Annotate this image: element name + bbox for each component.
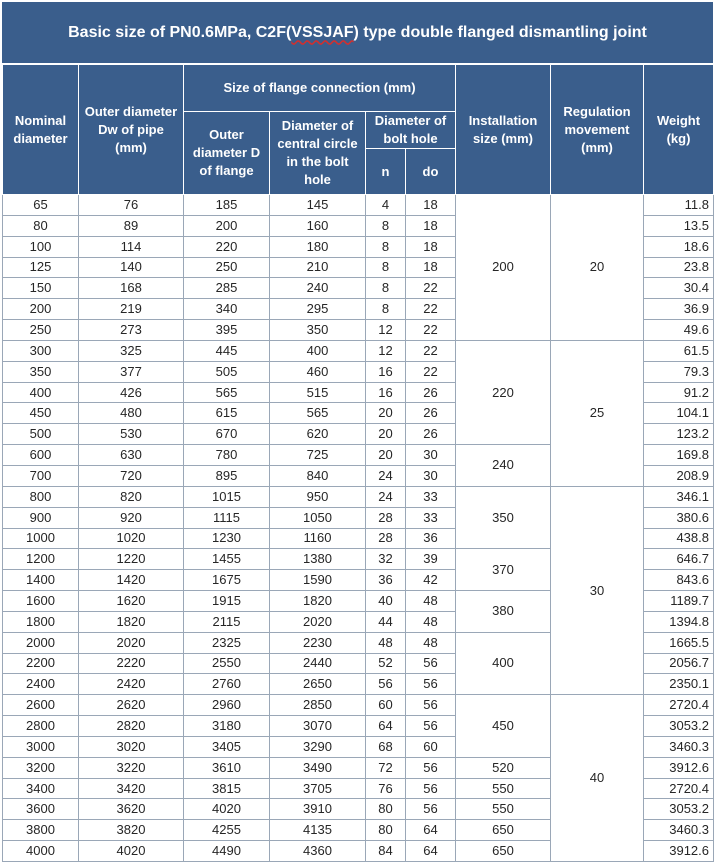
cell-flange-outer-diameter: 200 [184,215,270,236]
cell-installation-size: 380 [456,591,551,633]
cell-weight: 3053.2 [644,716,714,737]
cell-central-circle-diameter: 725 [270,445,366,466]
cell-bolt-count: 8 [366,236,406,257]
cell-nominal-diameter: 3800 [3,820,79,841]
cell-weight: 1394.8 [644,611,714,632]
cell-bolt-count: 44 [366,611,406,632]
cell-weight: 49.6 [644,320,714,341]
cell-nominal-diameter: 900 [3,507,79,528]
cell-nominal-diameter: 350 [3,361,79,382]
cell-bolt-count: 56 [366,674,406,695]
header-flange-outer-diameter: Outer diameter D of flange [184,112,270,195]
cell-bolt-hole-diameter: 22 [406,278,456,299]
cell-weight: 36.9 [644,299,714,320]
cell-outer-diameter-pipe: 89 [79,215,184,236]
cell-flange-outer-diameter: 4490 [184,841,270,862]
cell-central-circle-diameter: 160 [270,215,366,236]
cell-outer-diameter-pipe: 3220 [79,757,184,778]
cell-outer-diameter-pipe: 1820 [79,611,184,632]
cell-central-circle-diameter: 350 [270,320,366,341]
cell-bolt-count: 12 [366,320,406,341]
title-post: ) type double flanged dismantling joint [353,23,647,41]
cell-central-circle-diameter: 3290 [270,736,366,757]
cell-weight: 123.2 [644,424,714,445]
cell-outer-diameter-pipe: 820 [79,486,184,507]
cell-flange-outer-diameter: 4255 [184,820,270,841]
cell-outer-diameter-pipe: 1020 [79,528,184,549]
header-do: do [406,149,456,195]
cell-bolt-hole-diameter: 56 [406,653,456,674]
cell-nominal-diameter: 3400 [3,778,79,799]
cell-bolt-hole-diameter: 48 [406,591,456,612]
cell-bolt-count: 64 [366,716,406,737]
cell-central-circle-diameter: 180 [270,236,366,257]
cell-bolt-hole-diameter: 64 [406,820,456,841]
cell-weight: 1189.7 [644,591,714,612]
cell-outer-diameter-pipe: 4020 [79,841,184,862]
cell-installation-size: 350 [456,486,551,549]
cell-weight: 61.5 [644,340,714,361]
cell-nominal-diameter: 65 [3,195,79,216]
cell-outer-diameter-pipe: 426 [79,382,184,403]
cell-flange-outer-diameter: 2115 [184,611,270,632]
cell-flange-outer-diameter: 4020 [184,799,270,820]
cell-bolt-hole-diameter: 48 [406,632,456,653]
cell-central-circle-diameter: 295 [270,299,366,320]
cell-flange-outer-diameter: 895 [184,465,270,486]
cell-central-circle-diameter: 1590 [270,570,366,591]
cell-bolt-hole-diameter: 56 [406,716,456,737]
cell-bolt-count: 16 [366,382,406,403]
cell-bolt-hole-diameter: 60 [406,736,456,757]
cell-bolt-count: 68 [366,736,406,757]
cell-bolt-count: 12 [366,340,406,361]
cell-bolt-count: 84 [366,841,406,862]
cell-central-circle-diameter: 2440 [270,653,366,674]
cell-nominal-diameter: 800 [3,486,79,507]
cell-bolt-hole-diameter: 26 [406,424,456,445]
cell-bolt-count: 8 [366,278,406,299]
cell-outer-diameter-pipe: 76 [79,195,184,216]
cell-nominal-diameter: 2000 [3,632,79,653]
cell-central-circle-diameter: 2650 [270,674,366,695]
cell-central-circle-diameter: 620 [270,424,366,445]
cell-central-circle-diameter: 145 [270,195,366,216]
cell-outer-diameter-pipe: 2020 [79,632,184,653]
cell-weight: 79.3 [644,361,714,382]
cell-bolt-hole-diameter: 56 [406,757,456,778]
cell-nominal-diameter: 1800 [3,611,79,632]
cell-bolt-hole-diameter: 42 [406,570,456,591]
cell-central-circle-diameter: 840 [270,465,366,486]
cell-flange-outer-diameter: 1015 [184,486,270,507]
cell-bolt-count: 28 [366,507,406,528]
cell-bolt-hole-diameter: 33 [406,507,456,528]
cell-bolt-count: 4 [366,195,406,216]
cell-bolt-count: 16 [366,361,406,382]
cell-nominal-diameter: 1400 [3,570,79,591]
cell-bolt-hole-diameter: 26 [406,403,456,424]
cell-installation-size: 220 [456,340,551,444]
cell-weight: 3053.2 [644,799,714,820]
cell-weight: 843.6 [644,570,714,591]
cell-central-circle-diameter: 2020 [270,611,366,632]
cell-weight: 346.1 [644,486,714,507]
cell-flange-outer-diameter: 185 [184,195,270,216]
cell-bolt-count: 80 [366,820,406,841]
cell-central-circle-diameter: 460 [270,361,366,382]
cell-outer-diameter-pipe: 114 [79,236,184,257]
cell-outer-diameter-pipe: 630 [79,445,184,466]
cell-flange-outer-diameter: 3815 [184,778,270,799]
cell-bolt-hole-diameter: 22 [406,299,456,320]
cell-central-circle-diameter: 3910 [270,799,366,820]
cell-flange-outer-diameter: 565 [184,382,270,403]
cell-outer-diameter-pipe: 3820 [79,820,184,841]
header-nominal-diameter: Nominal diameter [3,65,79,195]
cell-nominal-diameter: 500 [3,424,79,445]
cell-weight: 3460.3 [644,820,714,841]
cell-bolt-hole-diameter: 26 [406,382,456,403]
cell-bolt-hole-diameter: 56 [406,778,456,799]
cell-nominal-diameter: 3600 [3,799,79,820]
cell-outer-diameter-pipe: 480 [79,403,184,424]
cell-nominal-diameter: 150 [3,278,79,299]
cell-weight: 2720.4 [644,695,714,716]
cell-flange-outer-diameter: 285 [184,278,270,299]
cell-installation-size: 370 [456,549,551,591]
cell-bolt-hole-diameter: 33 [406,486,456,507]
cell-central-circle-diameter: 3705 [270,778,366,799]
cell-weight: 104.1 [644,403,714,424]
cell-flange-outer-diameter: 250 [184,257,270,278]
cell-outer-diameter-pipe: 168 [79,278,184,299]
cell-nominal-diameter: 2800 [3,716,79,737]
title-underlined: VSSJAF [291,23,354,41]
cell-nominal-diameter: 3200 [3,757,79,778]
cell-installation-size: 200 [456,195,551,341]
header-n: n [366,149,406,195]
cell-outer-diameter-pipe: 140 [79,257,184,278]
cell-outer-diameter-pipe: 1220 [79,549,184,570]
cell-bolt-count: 24 [366,465,406,486]
table-title [2,2,713,64]
cell-weight: 2350.1 [644,674,714,695]
cell-installation-size: 550 [456,799,551,820]
cell-bolt-hole-diameter: 18 [406,195,456,216]
cell-weight: 18.6 [644,236,714,257]
cell-outer-diameter-pipe: 1420 [79,570,184,591]
cell-central-circle-diameter: 2230 [270,632,366,653]
cell-nominal-diameter: 700 [3,465,79,486]
cell-bolt-hole-diameter: 56 [406,674,456,695]
cell-bolt-hole-diameter: 18 [406,257,456,278]
cell-outer-diameter-pipe: 3620 [79,799,184,820]
cell-flange-outer-diameter: 670 [184,424,270,445]
cell-outer-diameter-pipe: 2420 [79,674,184,695]
cell-central-circle-diameter: 1050 [270,507,366,528]
cell-bolt-count: 72 [366,757,406,778]
cell-nominal-diameter: 2600 [3,695,79,716]
cell-nominal-diameter: 400 [3,382,79,403]
header-central-circle-diameter: Diameter of central circle in the bolt hole [270,112,366,195]
header-bolt-hole-diameter: Diameter of bolt hole [366,112,456,149]
cell-outer-diameter-pipe: 3420 [79,778,184,799]
cell-flange-outer-diameter: 2550 [184,653,270,674]
cell-nominal-diameter: 1000 [3,528,79,549]
cell-central-circle-diameter: 1380 [270,549,366,570]
cell-flange-outer-diameter: 780 [184,445,270,466]
cell-flange-outer-diameter: 3405 [184,736,270,757]
cell-bolt-count: 8 [366,299,406,320]
cell-installation-size: 550 [456,778,551,799]
cell-flange-outer-diameter: 220 [184,236,270,257]
cell-bolt-count: 20 [366,424,406,445]
cell-nominal-diameter: 2200 [3,653,79,674]
cell-flange-outer-diameter: 1455 [184,549,270,570]
cell-bolt-count: 40 [366,591,406,612]
table-row [3,340,714,361]
cell-nominal-diameter: 250 [3,320,79,341]
cell-bolt-hole-diameter: 36 [406,528,456,549]
cell-central-circle-diameter: 3070 [270,716,366,737]
cell-flange-outer-diameter: 3180 [184,716,270,737]
cell-central-circle-diameter: 515 [270,382,366,403]
header-installation-size: Installation size (mm) [456,65,551,195]
cell-outer-diameter-pipe: 273 [79,320,184,341]
cell-outer-diameter-pipe: 3020 [79,736,184,757]
cell-weight: 1665.5 [644,632,714,653]
cell-installation-size: 520 [456,757,551,778]
cell-regulation-movement: 40 [551,695,644,862]
cell-flange-outer-diameter: 1115 [184,507,270,528]
dimension-table [2,64,714,862]
cell-bolt-count: 76 [366,778,406,799]
cell-central-circle-diameter: 400 [270,340,366,361]
cell-installation-size: 650 [456,841,551,862]
cell-nominal-diameter: 4000 [3,841,79,862]
cell-bolt-count: 80 [366,799,406,820]
cell-flange-outer-diameter: 340 [184,299,270,320]
cell-flange-outer-diameter: 445 [184,340,270,361]
cell-bolt-count: 36 [366,570,406,591]
cell-outer-diameter-pipe: 2820 [79,716,184,737]
cell-central-circle-diameter: 1160 [270,528,366,549]
cell-nominal-diameter: 300 [3,340,79,361]
cell-bolt-hole-diameter: 18 [406,215,456,236]
cell-weight: 2056.7 [644,653,714,674]
cell-flange-outer-diameter: 505 [184,361,270,382]
cell-bolt-count: 8 [366,215,406,236]
cell-bolt-hole-diameter: 30 [406,465,456,486]
cell-bolt-hole-diameter: 22 [406,361,456,382]
cell-central-circle-diameter: 3490 [270,757,366,778]
cell-outer-diameter-pipe: 720 [79,465,184,486]
cell-bolt-count: 48 [366,632,406,653]
cell-weight: 13.5 [644,215,714,236]
cell-outer-diameter-pipe: 325 [79,340,184,361]
cell-bolt-count: 32 [366,549,406,570]
cell-outer-diameter-pipe: 1620 [79,591,184,612]
cell-installation-size: 650 [456,820,551,841]
cell-weight: 208.9 [644,465,714,486]
cell-central-circle-diameter: 4360 [270,841,366,862]
cell-bolt-hole-diameter: 56 [406,695,456,716]
cell-weight: 3460.3 [644,736,714,757]
cell-nominal-diameter: 200 [3,299,79,320]
cell-central-circle-diameter: 565 [270,403,366,424]
cell-flange-outer-diameter: 2325 [184,632,270,653]
cell-outer-diameter-pipe: 219 [79,299,184,320]
cell-bolt-hole-diameter: 48 [406,611,456,632]
cell-bolt-hole-diameter: 22 [406,340,456,361]
cell-nominal-diameter: 450 [3,403,79,424]
cell-regulation-movement: 30 [551,486,644,694]
cell-flange-outer-diameter: 1675 [184,570,270,591]
table-body [3,195,714,862]
cell-nominal-diameter: 1600 [3,591,79,612]
cell-installation-size: 450 [456,695,551,758]
cell-weight: 3912.6 [644,841,714,862]
table-row [3,486,714,507]
cell-bolt-hole-diameter: 22 [406,320,456,341]
cell-flange-outer-diameter: 615 [184,403,270,424]
cell-nominal-diameter: 80 [3,215,79,236]
cell-bolt-count: 24 [366,486,406,507]
cell-central-circle-diameter: 2850 [270,695,366,716]
cell-flange-outer-diameter: 1915 [184,591,270,612]
cell-weight: 23.8 [644,257,714,278]
cell-nominal-diameter: 3000 [3,736,79,757]
title-pre: Basic size of PN0.6MPa, C2F( [68,23,292,41]
cell-bolt-count: 52 [366,653,406,674]
cell-central-circle-diameter: 950 [270,486,366,507]
cell-flange-outer-diameter: 2760 [184,674,270,695]
cell-flange-outer-diameter: 395 [184,320,270,341]
cell-weight: 2720.4 [644,778,714,799]
cell-central-circle-diameter: 240 [270,278,366,299]
cell-regulation-movement: 25 [551,340,644,486]
cell-outer-diameter-pipe: 2620 [79,695,184,716]
cell-nominal-diameter: 1200 [3,549,79,570]
cell-bolt-hole-diameter: 64 [406,841,456,862]
cell-nominal-diameter: 125 [3,257,79,278]
cell-central-circle-diameter: 210 [270,257,366,278]
cell-weight: 169.8 [644,445,714,466]
cell-flange-outer-diameter: 3610 [184,757,270,778]
cell-bolt-hole-diameter: 39 [406,549,456,570]
cell-regulation-movement: 20 [551,195,644,341]
cell-weight: 11.8 [644,195,714,216]
cell-nominal-diameter: 600 [3,445,79,466]
cell-outer-diameter-pipe: 377 [79,361,184,382]
cell-bolt-count: 28 [366,528,406,549]
cell-weight: 30.4 [644,278,714,299]
table-row [3,695,714,716]
cell-central-circle-diameter: 4135 [270,820,366,841]
cell-nominal-diameter: 100 [3,236,79,257]
cell-outer-diameter-pipe: 2220 [79,653,184,674]
cell-bolt-count: 20 [366,403,406,424]
cell-weight: 646.7 [644,549,714,570]
cell-weight: 438.8 [644,528,714,549]
cell-installation-size: 240 [456,445,551,487]
cell-weight: 3912.6 [644,757,714,778]
cell-outer-diameter-pipe: 530 [79,424,184,445]
cell-central-circle-diameter: 1820 [270,591,366,612]
cell-bolt-count: 60 [366,695,406,716]
cell-flange-outer-diameter: 1230 [184,528,270,549]
cell-bolt-count: 20 [366,445,406,466]
cell-nominal-diameter: 2400 [3,674,79,695]
cell-flange-outer-diameter: 2960 [184,695,270,716]
table-row [3,195,714,216]
header-flange-connection: Size of flange connection (mm) [184,65,456,112]
header-weight: Weight (kg) [644,65,714,195]
cell-weight: 380.6 [644,507,714,528]
cell-bolt-hole-diameter: 18 [406,236,456,257]
cell-bolt-hole-diameter: 30 [406,445,456,466]
cell-outer-diameter-pipe: 920 [79,507,184,528]
cell-installation-size: 400 [456,632,551,695]
header-regulation-movement: Regulation movement (mm) [551,65,644,195]
cell-bolt-hole-diameter: 56 [406,799,456,820]
header-outer-diameter-pipe: Outer diameter Dw of pipe (mm) [79,65,184,195]
cell-bolt-count: 8 [366,257,406,278]
cell-weight: 91.2 [644,382,714,403]
